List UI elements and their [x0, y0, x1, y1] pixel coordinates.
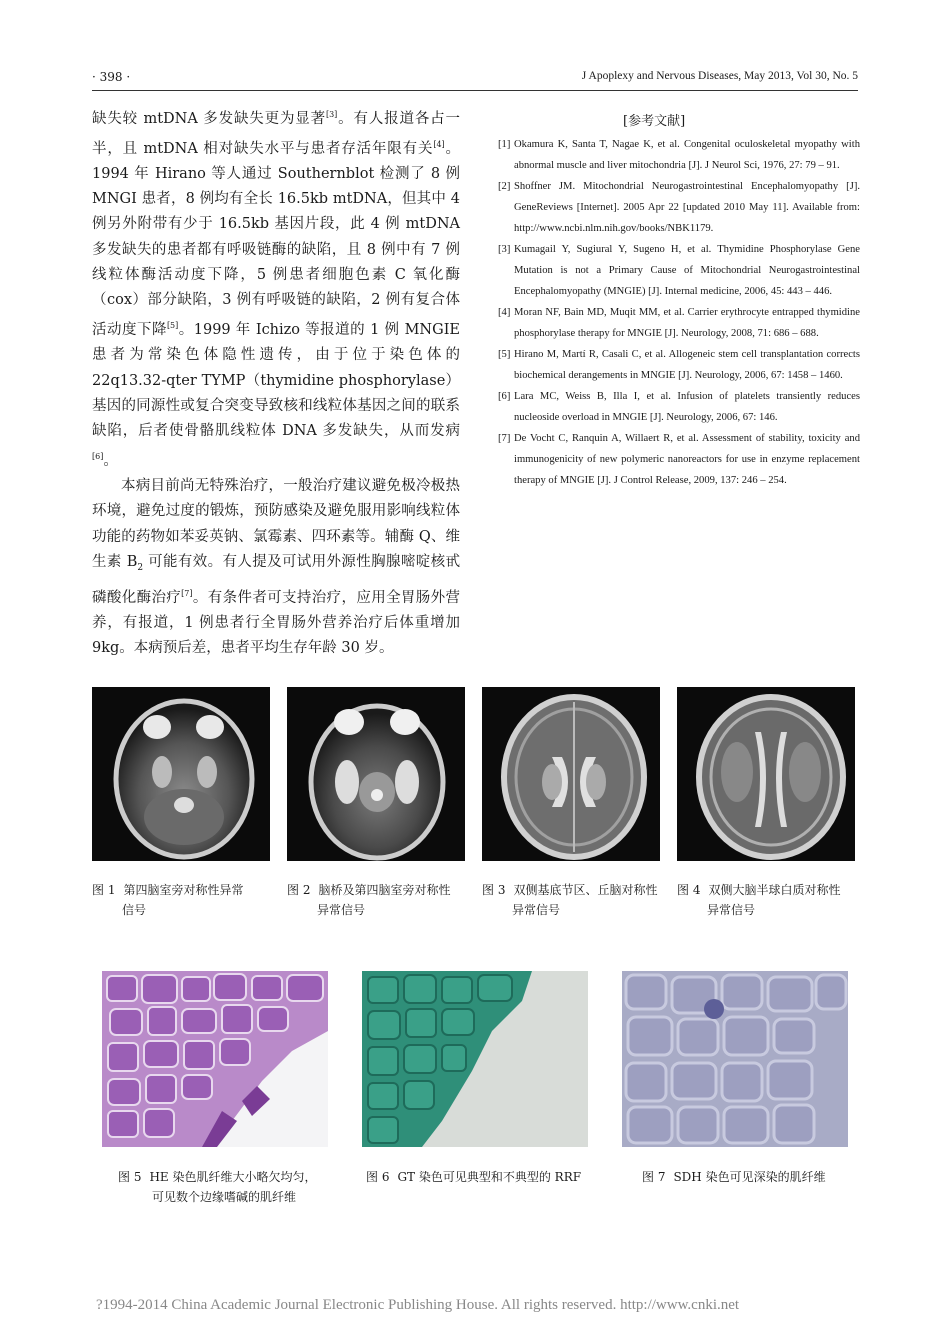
journal-header: J Apoplexy and Nervous Diseases, May 2013, Vol 30, No. 5 [581, 70, 858, 82]
sdh-stain-image [622, 971, 848, 1147]
reference-item: [5] Hirano M, Martí R, Casali C, et al. Allogeneic stem cell transplantation corrects biochemical derangements in MNGIE [J]. Neurology, 2006, 67: 1458 – 1460. [498, 349, 860, 381]
citation: [7] [181, 588, 193, 598]
copyright-footer: ?1994-2014 China Academic Journal Electronic Publishing House. All rights reserved. http://www.cnki.net [96, 1297, 740, 1313]
gt-stain-image [362, 971, 588, 1147]
header-rule [92, 90, 858, 91]
reference-item: [3] Kumagail Y, Sugiural Y, Sugeno H, et al. Thymidine Phosphorylase Gene Mutation is not a Primary Cause of Mitochondrial Neurogastrointestinal Encephalomyopathy (MNGIE) [J]. Internal medicine, 2006, 45: 443 – 446. [498, 244, 860, 297]
references-list [498, 134, 860, 491]
reference-item: [7] De Vocht C, Ranquin A, Willaert R, et al. Assessment of stability, toxicity and immunogenicity of new polymeric nanoreactors for use in enzyme replacement therapy of MNGIE [J]. J Control Release, 2009, 137: 246 – 254. [498, 433, 860, 486]
figure-7-caption: 图 7 SDH 染色可见深染的肌纤维 [642, 1170, 826, 1184]
figure-4-caption: 图 4 双侧大脑半球白质对称性 异常信号 [677, 883, 841, 917]
figure-6-caption: 图 6 GT 染色可见典型和不典型的 RRF [366, 1170, 582, 1184]
paragraph-2: 本病目前尚无特殊治疗，一般治疗建议避免极冷极热环境，避免过度的锻炼，预防感染及避免服用影响线粒体功能的药物如苯妥英钠、氯霉素、四环素等。辅酶 Q、维生素 $B_2$ 可能有效。有人提及可试用外源性胸腺嘧啶核甙磷酸化酶治疗[7]。有条件者可支持治疗，应用全胃肠外营养，有报道，1 例患者行全胃肠外营养治疗后体重增加 9kg。本病预后差，患者平均生存年龄 30 岁。 [92, 478, 461, 657]
citation: [3] [325, 110, 338, 119]
body-text [92, 102, 460, 661]
figure-1-caption: 图 1 第四脑室旁对称性异常 信号 [92, 883, 244, 917]
figure-5-caption: 图 5 HE 染色肌纤维大小略欠均匀， 可见数个边缘嗜碱的肌纤维 [118, 1170, 317, 1204]
mri-image-1 [92, 687, 270, 861]
citation: [5] [166, 321, 179, 331]
figure-2-caption: 图 2 脑桥及第四脑室旁对称性 异常信号 [287, 883, 451, 917]
reference-item: [6] Lara MC, Weiss B, Illa I, et al. Infusion of platelets transiently reduces nucleoside overload in MNGIE [J]. Neurology, 2006, 67: 146. [498, 391, 860, 423]
reference-item: [1] Okamura K, Santa T, Nagae K, et al. Congenital oculoskeletal myopathy with abnormal muscle and liver mitochondria [J]. J Neurol Sci, 1976, 27: 79 – 91. [498, 139, 860, 171]
figure-3-caption: 图 3 双侧基底节区、丘脑对称性 异常信号 [482, 883, 658, 917]
reference-item: [4] Moran NF, Bain MD, Muqit MM, et al. Carrier erythrocyte entrapped thymidine phosphorylase therapy for MNGIE [J]. Neurology, 2008, 71: 686 – 688. [498, 307, 860, 339]
references-title: [参考文献] [623, 114, 686, 129]
mri-image-3 [482, 687, 660, 861]
he-stain-image [102, 971, 328, 1147]
page-number: · 398 · [92, 70, 131, 84]
paragraph-1: 缺失较 mtDNA 多发缺失更为显著[3]。有人报道各占一半，且 mtDNA 相对缺失水平与患者存活年限有关[4]。1994 年 Hirano 等人通过 Southernblot 检测了 8 例 MNGI 患者，8 例均有全长 16.5kb mtDNA，但其中 4 例另外附带有少于 16.5kb 基因片段，此 4 例 mtDNA 多发缺失的患者都有呼吸链酶的缺陷，且 8 例中有 7 例线粒体酶活动度下降，5 例患者细胞色素 C 氧化酶（cox）部分缺陷，3 例有呼吸链的缺陷，2 例有复合体活动度下降[5]。1999 年 Ichizo 等报道的 1 例 MNGIE 患者为常染色体隐性遗传，由于位于染色体的 22q13.32-qter TYMP（thymidine phosphorylase）基因的同源性或复合突变导致核和线粒体基因之间的联系缺陷，后者使骨骼肌线粒体 DNA 多发缺失，从而发病[6]。 [92, 110, 461, 469]
citation: [6] [92, 452, 104, 462]
mri-image-4 [677, 687, 855, 861]
mri-image-2 [287, 687, 465, 861]
citation: [4] [433, 140, 445, 150]
reference-item: [2] Shoffner JM. Mitochondrial Neurogastrointestinal Encephalomyopathy [J]. GeneReviews [Internet]. 2005 Apr 22 [updated 2010 May 11]. Available from: http://www.ncbi.nlm.nih.gov/books/NBK1179. [498, 181, 860, 234]
